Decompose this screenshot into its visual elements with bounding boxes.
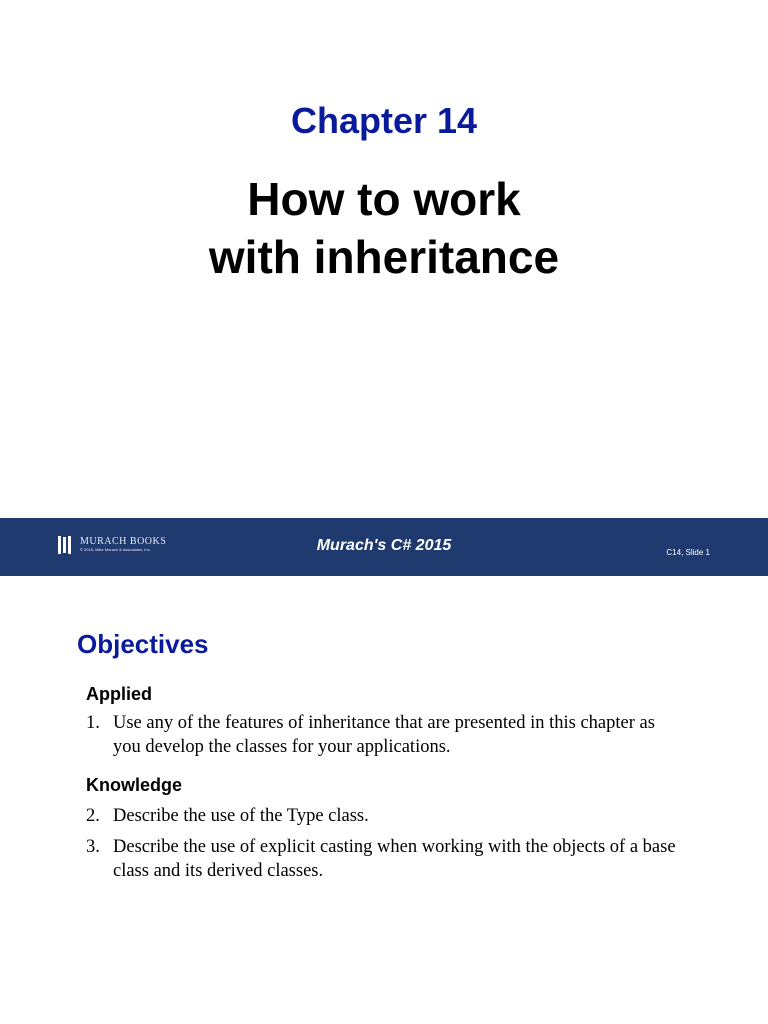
copyright-text: © 2016, Mike Murach & Associates, Inc. — [80, 547, 151, 552]
objective-text: Describe the use of explicit casting when working with the objects of a base class and its derived classes. — [113, 837, 676, 881]
slide-reference: C14, Slide 1 — [666, 548, 710, 557]
book-title: Murach's C# 2015 — [316, 537, 452, 554]
knowledge-heading: Knowledge — [86, 775, 183, 795]
slide-footer — [0, 518, 768, 576]
objective-number: 1. — [86, 713, 100, 733]
objective-number: 3. — [86, 837, 100, 857]
objective-text: Describe the use of the Type class. — [113, 806, 369, 826]
chapter-label: Chapter 14 — [290, 100, 478, 141]
chapter-title-line-1: How to work — [247, 173, 521, 225]
objectives-heading: Objectives — [77, 629, 209, 659]
objective-item-2 — [86, 804, 686, 828]
chapter-title — [0, 170, 768, 286]
applied-heading: Applied — [86, 684, 152, 704]
objective-item-3 — [86, 835, 686, 883]
objective-text: Use any of the features of inheritance that are presented in this chapter as you develop the classes for your applications. — [113, 713, 655, 757]
objective-item-1 — [86, 711, 686, 759]
publisher-name: MURACH BOOKS — [80, 536, 167, 547]
chapter-title-line-2: with inheritance — [208, 231, 560, 283]
objective-number: 2. — [86, 806, 100, 826]
